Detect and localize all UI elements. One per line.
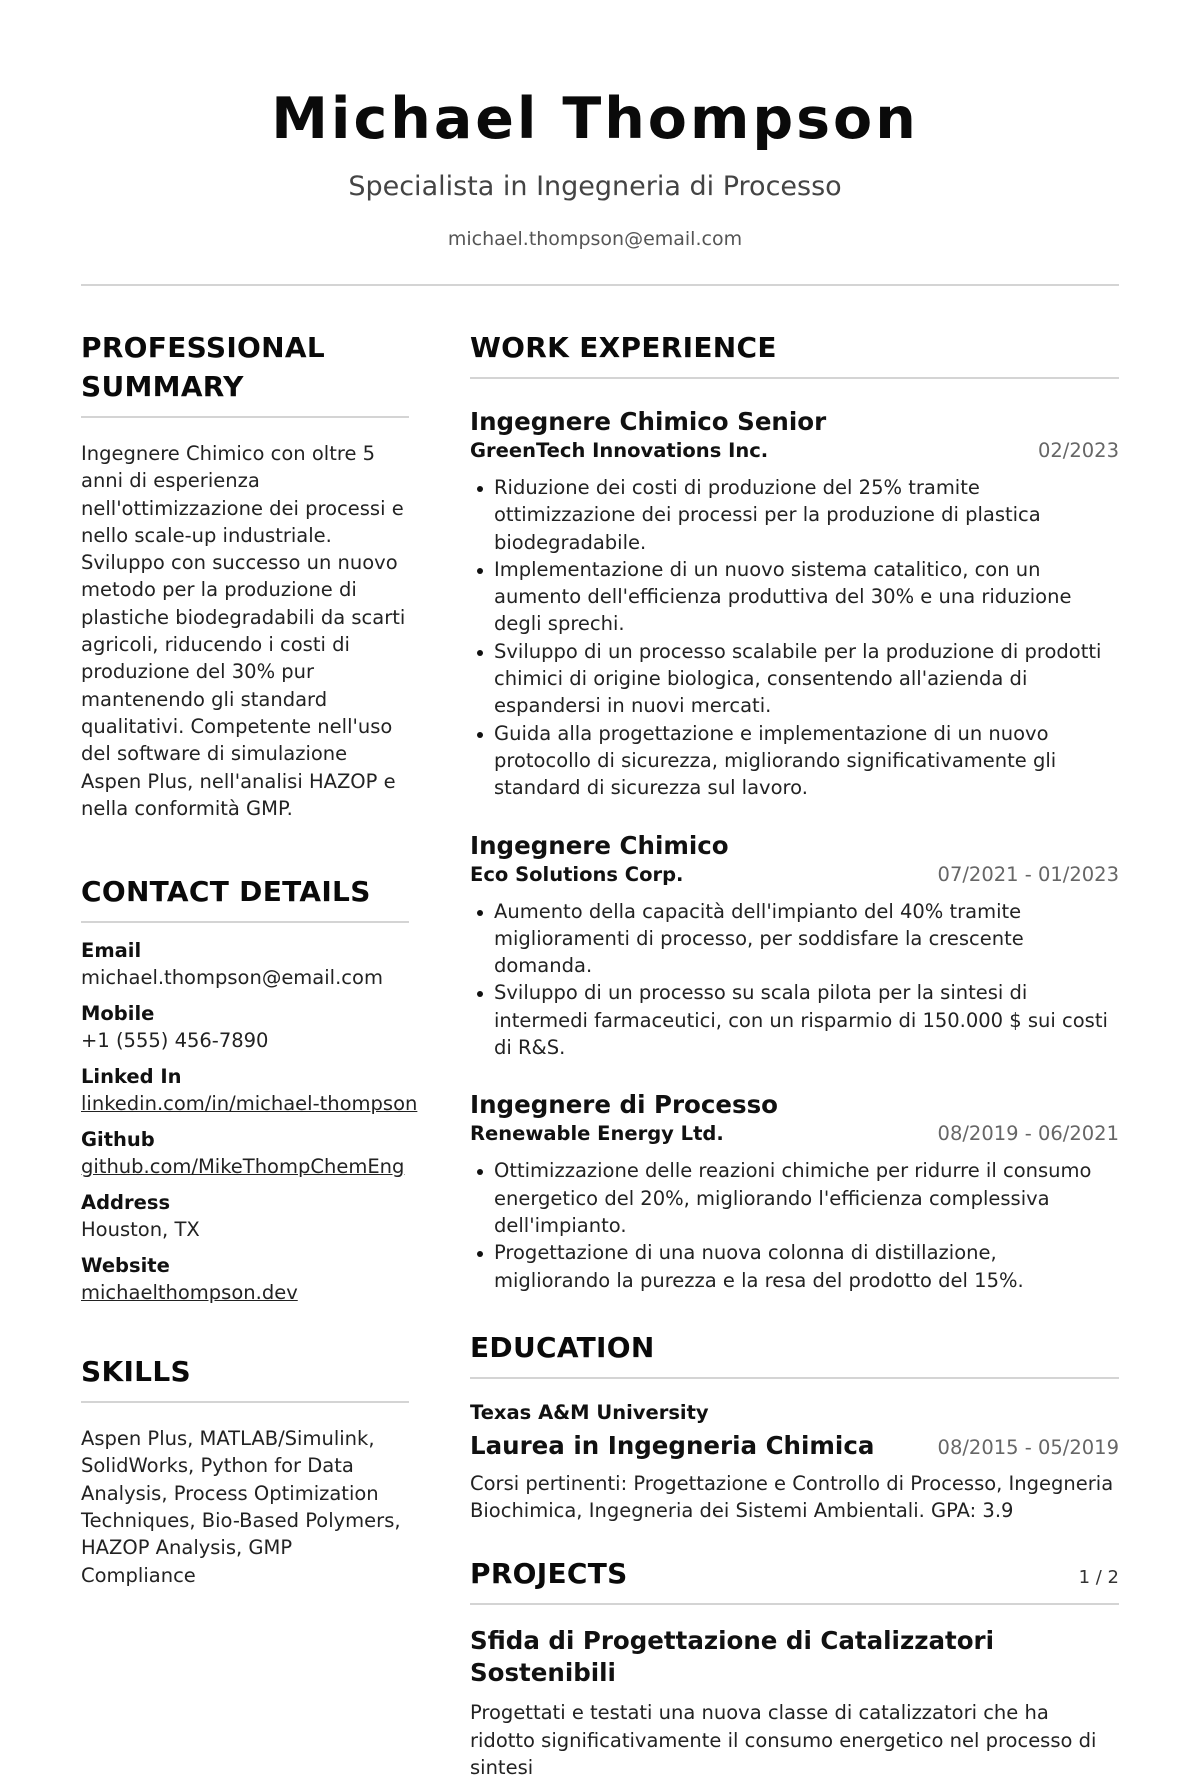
job-entry xyxy=(470,407,1119,802)
section-divider xyxy=(470,377,1119,379)
experience-heading: WORK EXPERIENCE xyxy=(470,331,777,364)
bullet-item: Aumento della capacità dell'impianto del 40% tramite miglioramenti di processo, per soddisfare la crescente domanda. xyxy=(470,898,1119,980)
contact-item-github xyxy=(81,1126,409,1180)
contact-email-value: michael.thompson@email.com xyxy=(81,966,383,990)
skills-section xyxy=(81,1352,409,1589)
job-dates: 07/2021 - 01/2023 xyxy=(937,862,1119,886)
section-divider xyxy=(470,1377,1119,1379)
skills-text: Aspen Plus, MATLAB/Simulink, SolidWorks, Python for Data Analysis, Process Optimization Techniques, Bio-Based Polymers, HAZOP Analysis, GMP Compliance xyxy=(81,1427,401,1587)
job-bullets xyxy=(470,1157,1119,1293)
contact-address-value: Houston, TX xyxy=(81,1218,200,1242)
contact-item-website xyxy=(81,1252,409,1306)
section-divider xyxy=(470,1603,1119,1605)
page-number: 1 / 2 xyxy=(1078,1567,1119,1588)
contact-label: Github xyxy=(81,1128,155,1152)
bullet-item: Progettazione di una nuova colonna di distillazione, migliorando la purezza e la resa del prodotto del 15%. xyxy=(470,1239,1119,1294)
linkedin-link[interactable]: linkedin.com/in/michael-thompson xyxy=(81,1092,418,1116)
project-title: Sfida di Progettazione di Catalizzatori Sostenibili xyxy=(470,1626,995,1688)
contact-label: Address xyxy=(81,1191,171,1215)
contact-heading: CONTACT DETAILS xyxy=(81,875,371,909)
bullet-item: Guida alla progettazione e implementazione di un nuovo protocollo di sicurezza, migliorando significativamente gli standard di sicurezza sul lavoro. xyxy=(470,720,1119,802)
section-divider xyxy=(81,416,409,418)
github-link[interactable]: github.com/MikeThompChemEng xyxy=(81,1155,405,1179)
experience-section xyxy=(470,328,1119,1294)
contact-item-linkedin xyxy=(81,1063,418,1117)
job-entry xyxy=(470,1090,1119,1293)
projects-heading: PROJECTS xyxy=(470,1557,628,1591)
contact-item-address xyxy=(81,1189,409,1243)
summary-text: Ingegnere Chimico con oltre 5 anni di esperienza nell'ottimizzazione dei processi e nello scale-up industriale. Sviluppo con successo un nuovo metodo per la produzione di plastiche biodegradabili da scarti agricoli, riducendo i costi di produzione del 30% pur mantenendo gli standard qualitativi. Competente nell'uso del software di simulazione Aspen Plus, nell'analisi HAZOP e nella conformità GMP. xyxy=(81,442,406,820)
summary-heading: PROFESSIONAL SUMMARY xyxy=(81,331,325,403)
job-company: GreenTech Innovations Inc. xyxy=(470,439,769,462)
education-section xyxy=(470,1328,1119,1525)
contact-list xyxy=(81,937,418,1306)
contact-label: Website xyxy=(81,1254,170,1278)
projects-section xyxy=(470,1554,1119,1781)
left-column xyxy=(81,328,418,1589)
contact-section xyxy=(81,872,418,1306)
bullet-item: Ottimizzazione delle reazioni chimiche per ridurre il consumo energetico del 20%, migliorando l'efficienza complessiva dell'impianto. xyxy=(470,1157,1119,1239)
project-description: Progettati e testati una nuova classe di catalizzatori che ha ridotto significativamente il consumo energetico nel processo di sintesi xyxy=(470,1701,1097,1780)
contact-mobile-value: +1 (555) 456-7890 xyxy=(81,1029,269,1053)
bullet-item: Implementazione di un nuovo sistema catalitico, con un aumento dell'efficienza produttiva del 30% e una riduzione degli sprechi. xyxy=(470,556,1119,638)
job-dates: 08/2019 - 06/2021 xyxy=(937,1122,1119,1146)
section-divider xyxy=(81,1401,409,1403)
contact-label: Mobile xyxy=(81,1002,155,1026)
candidate-name: Michael Thompson xyxy=(271,86,919,152)
bullet-item: Riduzione dei costi di produzione del 25% tramite ottimizzazione dei processi per la produzione di plastica biodegradabile. xyxy=(470,474,1119,556)
education-degree: Laurea in Ingegneria Chimica xyxy=(470,1430,875,1460)
skills-heading: SKILLS xyxy=(81,1355,191,1389)
education-school: Texas A&M University xyxy=(470,1400,709,1424)
education-dates: 08/2015 - 05/2019 xyxy=(937,1435,1119,1459)
job-title: Ingegnere Chimico xyxy=(470,830,729,860)
website-link[interactable]: michaelthompson.dev xyxy=(81,1281,298,1305)
job-entry xyxy=(470,831,1119,1062)
job-company: Eco Solutions Corp. xyxy=(470,862,684,886)
job-meta xyxy=(470,1120,1119,1148)
summary-section xyxy=(81,328,409,822)
header-divider xyxy=(81,284,1119,286)
bullet-item: Sviluppo di un processo scalabile per la produzione di prodotti chimici di origine biologica, consentendo all'azienda di espandersi in nuovi mercati. xyxy=(470,638,1119,720)
contact-item-email xyxy=(81,937,409,991)
header-email: michael.thompson@email.com xyxy=(447,228,743,250)
contact-label: Email xyxy=(81,939,142,963)
candidate-title: Specialista in Ingegneria di Processo xyxy=(348,171,842,202)
section-divider xyxy=(81,921,409,923)
education-description: Corsi pertinenti: Progettazione e Controllo di Processo, Ingegneria Biochimica, Ingegneria dei Sistemi Ambientali. GPA: 3.9 xyxy=(470,1471,1114,1523)
job-company: Renewable Energy Ltd. xyxy=(470,1122,724,1146)
job-title: Ingegnere di Processo xyxy=(470,1090,779,1120)
education-meta xyxy=(470,1430,1119,1462)
contact-item-mobile xyxy=(81,1000,409,1054)
job-meta xyxy=(470,861,1119,889)
job-bullets xyxy=(470,474,1119,802)
job-title: Ingegnere Chimico Senior xyxy=(470,407,827,436)
job-meta xyxy=(470,437,1119,465)
job-dates: 02/2023 xyxy=(1037,439,1119,462)
job-bullets xyxy=(470,898,1119,1062)
contact-label: Linked In xyxy=(81,1065,182,1089)
education-heading: EDUCATION xyxy=(470,1330,655,1364)
bullet-item: Sviluppo di un processo su scala pilota per la sintesi di intermedi farmaceutici, con un risparmio di 150.000 $ sui costi di R&S. xyxy=(470,979,1119,1061)
right-column xyxy=(470,328,1119,1781)
